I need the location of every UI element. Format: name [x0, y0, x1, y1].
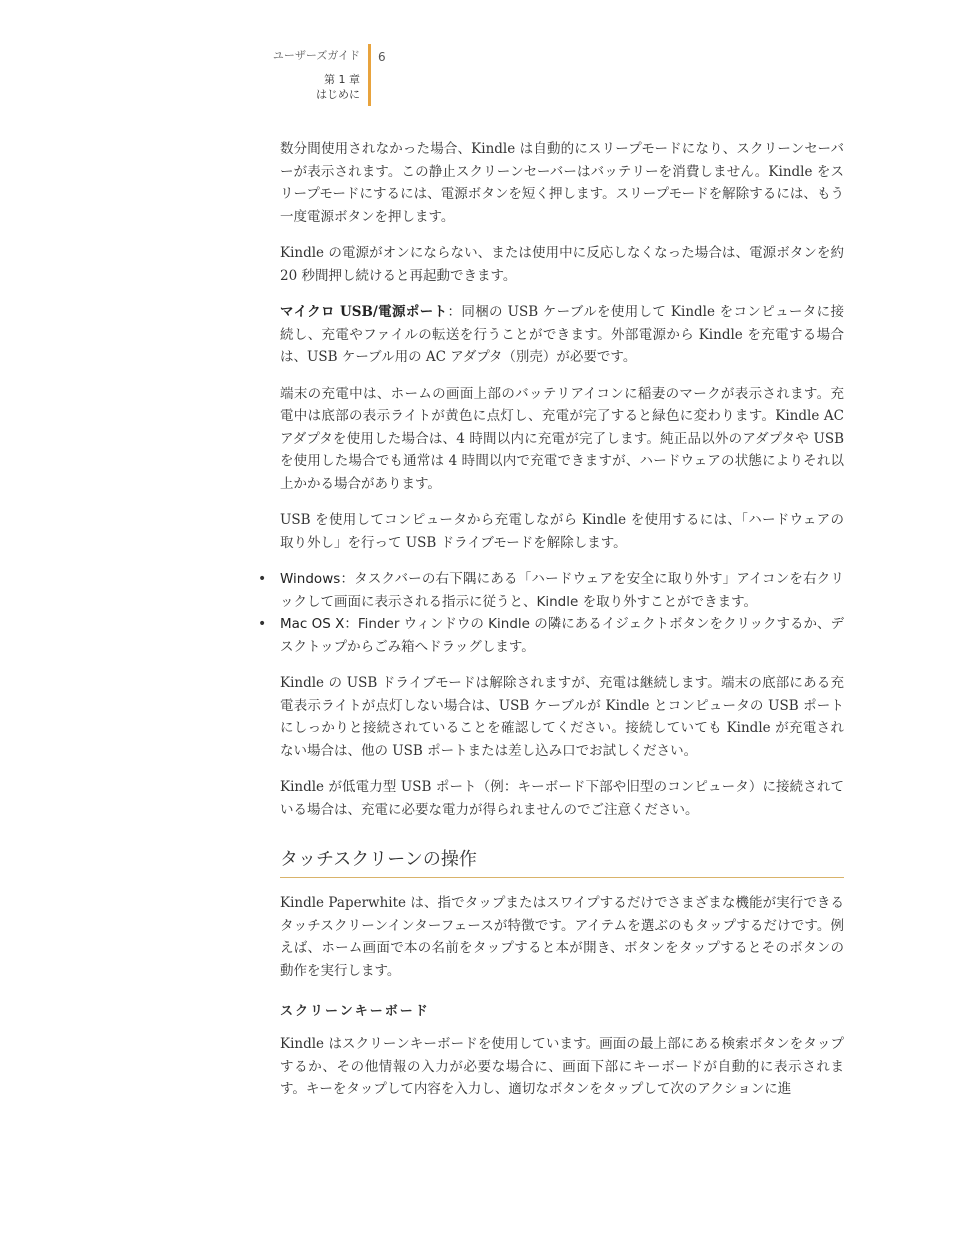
bullet-marker: • [258, 616, 267, 632]
paragraph-sleep-mode: 数分間使用されなかった場合、Kindle は自動的にスリープモードになり、スクリーンセーバーが表示されます。この静止スクリーンセーバーはバッテリーを消費しません。Kindle をスリープモードにするには、電源ボタンを短く押します。スリープモードを解除するには、もう一度電源ボタンを押します。 [280, 141, 844, 225]
os-name: Mac OS X [280, 616, 345, 632]
subsection-heading-keyboard: スクリーンキーボード [280, 1004, 430, 1019]
eject-instructions-list [256, 568, 844, 658]
chapter-label: 第 1 章 [324, 73, 360, 86]
paragraph-low-power-usb: Kindle が低電力型 USB ポート（例：キーボード下部や旧型のコンピュータ）に接続されている場合は、充電に必要な電力が得られませんのでご注意ください。 [280, 779, 844, 818]
paragraph-keyboard: Kindle はスクリーンキーボードを使用しています。画面の最上部にある検索ボタンをタップするか、その他情報の入力が必要な場合に、画面下部にキーボードが自動的に表示されます。キーをタップして内容を入力し、適切なボタンをタップして次のアクションに進 [280, 1036, 844, 1097]
usb-port-description: ：同梱の USB ケーブルを使用して Kindle をコンピュータに接続し、充電やファイルの転送を行うことができます。外部電源から Kindle を充電する場合は、USB ケーブル用の AC アダプタ（別売）が必要です。 [280, 304, 845, 365]
section-label: はじめに [316, 88, 360, 101]
page-number: 6 [378, 50, 386, 64]
os-instruction: ：Finder ウィンドウの Kindle の隣にあるイジェクトボタンをクリックするか、デスクトップからごみ箱へドラッグします。 [280, 616, 844, 655]
paragraph-usb-drive-mode: USB を使用してコンピュータから充電しながら Kindle を使用するには、「ハードウェアの取り外し」を行って USB ドライブモードを解除します。 [280, 512, 844, 551]
header-accent-bar [368, 44, 371, 106]
os-instruction: ：タスクバーの右下隅にある「ハードウェアを安全に取り外す」アイコンを右クリックして画面に表示される指示に従うと、Kindle を取り外すことができます。 [280, 571, 844, 610]
list-item [256, 613, 844, 658]
usb-port-term: マイクロ USB/電源ポート [280, 304, 448, 320]
page-body [258, 138, 845, 1115]
paragraph-charging-continues: Kindle の USB ドライブモードは解除されますが、充電は継続します。端末の底部にある充電表示ライトが点灯しない場合は、USB ケーブルが Kindle とコンピュータの USB ポートにしっかりと接続されていることを確認してください。接続していても Kindle が充電されない場合は、他の USB ポートまたは差し込み口でお試しください。 [280, 675, 844, 759]
header-labels [273, 48, 360, 102]
list-item [256, 568, 844, 613]
paragraph-restart: Kindle の電源がオンにならない、または使用中に反応しなくなった場合は、電源ボタンを約 20 秒間押し続けると再起動できます。 [280, 245, 844, 284]
os-name: Windows [280, 571, 341, 587]
paragraph-charging: 端末の充電中は、ホームの画面上部のバッテリアイコンに稲妻のマークが表示されます。充電中は底部の表示ライトが黄色に点灯し、充電が完了すると緑色に変わります。Kindle AC アダプタを使用した場合は、4 時間以内に充電が完了します。純正品以外のアダプタや USB を使用した場合でも通常は 4 時間以内で充電できますが、ハードウェアの状態によりそれ以上かかる場合があります。 [280, 385, 844, 492]
bullet-marker: • [258, 571, 267, 587]
section-heading-touchscreen: タッチスクリーンの操作 [280, 847, 844, 878]
running-header [240, 48, 370, 108]
paragraph-usb-port [280, 301, 844, 369]
paragraph-touchscreen: Kindle Paperwhite は、指でタップまたはスワイプするだけでさまざまな機能が実行できるタッチスクリーンインターフェースが特徴です。アイテムを選ぶのもタップするだけです。例えば、ホーム画面で本の名前をタップすると本が開き、ボタンをタップするとそのボタンの動作を実行します。 [280, 895, 844, 979]
guide-title: ユーザーズガイド [272, 49, 360, 62]
